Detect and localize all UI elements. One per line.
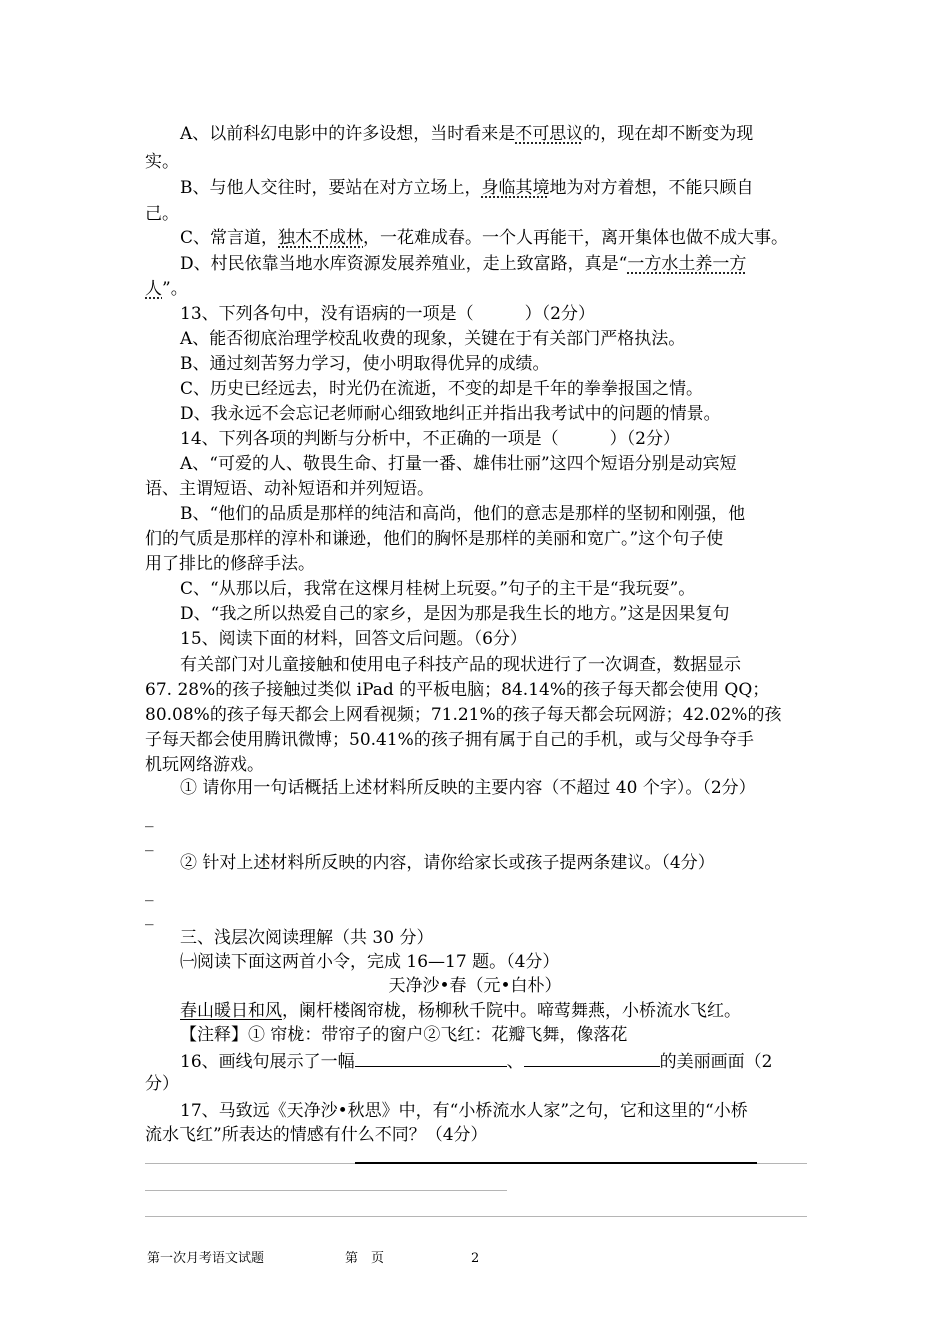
q12-option-b-line2: 己。 [145,204,179,224]
answer-line[interactable] [145,1216,807,1217]
q15-stem: 15、阅读下面的材料，回答文后问题。（6分） [180,629,527,649]
q12-c-text-end: ，一花难成春。一个人再能干，离开集体也做不成大事。 [363,228,789,248]
answer-line-mark: _ [145,832,154,852]
section3-heading: 三、浅层次阅读理解（共 30 分） [180,928,434,948]
q14-option-c: C、“从那以后，我常在这棵月桂树上玩耍。”句子的主干是“我玩耍”。 [180,579,696,599]
q17-line1: 17、马致远《天净沙•秋思》中，有“小桥流水人家”之句，它和这里的“小桥 [180,1101,748,1121]
poem-title: 天净沙•春（元•白朴） [388,976,562,996]
answer-line-mark: _ [145,808,154,828]
answer-line[interactable] [145,1190,507,1191]
q16-text: 16、画线句展示了一幅 [180,1052,355,1072]
q12-b-text: B、与他人交往时，要站在对方立场上， [180,178,482,198]
q12-d-text-end: ”。 [162,279,188,299]
q14-option-a-line1: A、“可爱的人、敬畏生命、打量一番、雄伟壮丽”这四个短语分别是动宾短 [180,454,737,474]
q13-option-d: D、我永远不会忘记老师耐心细致地纠正并指出我考试中的问题的情景。 [180,404,721,424]
answer-line[interactable] [145,1163,355,1164]
q14-option-b-line1: B、“他们的品质是那样的纯洁和高尚，他们的意志是那样的坚韧和刚强，他 [180,504,746,524]
q16-line1 [180,1048,810,1074]
section3-intro: ㈠阅读下面这两首小令，完成 16—17 题。（4分） [180,952,560,972]
q13-stem: 13、下列各句中，没有语病的一项是（ ）（2分） [180,304,595,324]
q13-option-c: C、历史已经远去，时光仍在流逝，不变的却是千年的拳拳报国之情。 [180,379,704,399]
q15-subquestion-2: ② 针对上述材料所反映的内容，请你给家长或孩子提两条建议。（4分） [180,853,715,873]
answer-line[interactable] [355,1162,757,1164]
q12-c-text: C、常言道， [180,228,279,248]
q12-option-a-line2: 实。 [145,152,179,172]
footer-page-label: 第 页 [345,1251,385,1266]
q12-option-d-line2 [145,277,810,301]
q14-option-b-line2: 们的气质是那样的淳朴和谦逊，他们的胸怀是那样的美丽和宽广。”这个句子使 [145,529,724,549]
q14-stem: 14、下列各项的判断与分析中，不正确的一项是（ ）（2分） [180,429,680,449]
q15-material-line2: 67. 28%的孩子接触过类似 iPad 的平板电脑；84.14%的孩子每天都会使用 QQ； [145,680,770,700]
q15-material-line3: 80.08%的孩子每天都会上网看视频；71.21%的孩子每天都会玩网游；42.02%的孩 [145,705,782,725]
q15-material-line4: 子每天都会使用腾讯微博；50.41%的孩子拥有属于自己的手机，或与父母争夺手 [145,730,754,750]
q12-option-c [180,226,810,250]
q12-b-text-end: 地为对方着想，不能只顾自 [549,178,754,198]
q13-option-a: A、能否彻底治理学校乱收费的现象，关键在于有关部门严格执法。 [180,329,686,349]
q16-separator: 、 [506,1052,524,1072]
q12-a-dotted: 不可思议 [515,124,584,144]
q15-material-line1: 有关部门对儿童接触和使用电子科技产品的现状进行了一次调查，数据显示 [180,655,741,675]
q12-option-b-line1 [180,176,810,200]
q13-option-b: B、通过刻苦努力学习，使小明取得优异的成绩。 [180,354,550,374]
q16-blank-1[interactable] [355,1048,507,1067]
q14-option-a-line2: 语、主谓短语、动补短语和并列短语。 [145,479,434,499]
q16-text-end: 的美丽画面（2 [659,1052,773,1072]
footer-exam-title: 第一次月考语文试题 [147,1251,265,1266]
answer-line-mark: _ [145,882,154,902]
q16-line2: 分） [145,1074,179,1094]
q12-option-d-line1 [180,252,810,276]
q12-d-text: D、村民依靠当地水库资源发展养殖业，走上致富路，真是“ [180,254,628,274]
poem-underlined-line: 春山暖日和风 [180,1001,282,1021]
q15-subquestion-1: ① 请你用一句话概括上述材料所反映的主要内容（不超过 40 个字）。（2分） [180,778,756,798]
q12-a-text-end: 的，现在却不断变为现 [583,124,754,144]
q12-b-dotted: 身临其境 [481,178,550,198]
q12-c-dotted: 独木不成林 [278,228,364,248]
q12-d-dotted: 一方水土养一方 [627,254,747,274]
poem-text [180,999,810,1023]
q16-blank-2[interactable] [524,1048,660,1067]
q17-line2: 流水飞红”所表达的情感有什么不同？（4分） [145,1125,488,1145]
q14-option-b-line3: 用了排比的修辞手法。 [145,554,315,574]
q12-a-text: A、以前科幻电影中的许多设想，当时看来是 [180,124,516,144]
answer-line-mark: _ [145,906,154,926]
q14-option-d: D、“我之所以热爱自己的家乡，是因为那是我生长的地方。”这是因果复句 [180,604,730,624]
q12-option-a-line1 [180,122,810,146]
q12-d-dotted-end: 人 [145,279,162,299]
footer-page-number: 2 [471,1251,480,1266]
poem-note: 【注释】① 帘栊：带帘子的窗户②飞红：花瓣飞舞，像落花 [180,1025,628,1045]
answer-line[interactable] [757,1163,807,1164]
poem-rest: ，阑杆楼阁帘栊，杨柳秋千院中。啼莺舞燕，小桥流水飞红。 [282,1001,741,1021]
q15-material-line5: 机玩网络游戏。 [145,755,264,775]
